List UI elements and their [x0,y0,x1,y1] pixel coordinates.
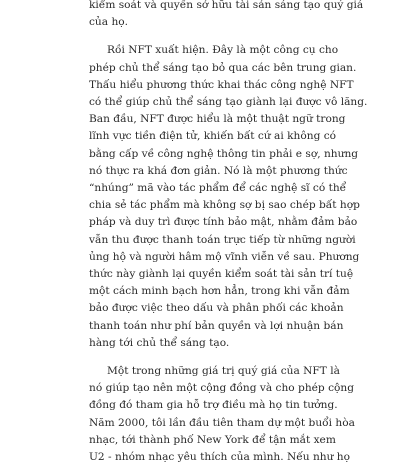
text-line: bằng cấp về công nghệ thông tin phải e sợ, nhưng [89,147,359,160]
text-line: pháp và duy trì được tính bảo mật, nhằm đảm bảo [89,216,358,229]
text-line: thức này giành lại quyền kiểm soát tài sản trí tuệ [89,268,354,281]
text-line: Thấu hiểu phương thức khai thác công nghệ NFT [89,78,354,91]
text-line: nó giúp tạo nên một cộng đồng và cho phép cộng [89,382,354,395]
text-line: U2 - nhóm nhạc yêu thích của mình. Nếu như họ [89,451,350,464]
text-line: của họ. [89,16,129,29]
text-line: lĩnh vực tiền điện tử, khiến bất cứ ai không có [89,130,337,143]
text-line: Ban đầu, NFT được hiểu là một thuật ngữ trong [89,113,346,126]
text-line: chia sẻ tác phẩm mà không sợ bị sao chép bất hợp [89,199,360,212]
text-line: một cách minh bạch hơn hẳn, trong khi vẫn đảm [89,285,350,298]
text-line: nhạc, tới thành phố New York để tận mắt xem [89,433,336,446]
text-line: Năm 2000, tôi lần đầu tiên tham dự một buổi hòa [89,416,355,429]
text-line: bảo được việc theo dấu và phân phối các khoản [89,302,344,315]
text-line: “nhúng” mã vào tác phẩm để các nghệ sĩ có thể [89,182,347,195]
text-line: hàng tới chủ thể sáng tạo. [89,336,230,349]
text-line: Một trong những giá trị quý giá của NFT là [107,365,340,378]
text-line: Rồi NFT xuất hiện. Đây là một công cụ cho [107,44,339,57]
text-line: nó thực ra khá đơn giản. Nó là một phương thức [89,164,348,177]
text-line: thanh toán như phí bản quyền và lợi nhuận bán [89,319,344,332]
text-line: ủng hộ và người hâm mộ vĩnh viễn về sau. Phương [89,250,360,263]
paragraph-2 [89,42,368,352]
text-line: phép chủ thể sáng tạo bỏ qua các bên trung gian. [89,61,357,74]
text-line: đồng đó tham gia hỗ trợ điều mà họ tin tưởng. [89,399,338,412]
text-line: vẫn thu được thanh toán trực tiếp từ những người [89,233,356,246]
text-line: có thể giúp chủ thể sáng tạo giành lại được vô lăng. [89,96,368,109]
paragraph-3 [89,363,355,466]
text-line: kiểm soát và quyền sở hữu tài sản sáng tạo quý giá [89,0,364,11]
body-text [89,0,368,466]
paragraph-1 [89,0,364,31]
